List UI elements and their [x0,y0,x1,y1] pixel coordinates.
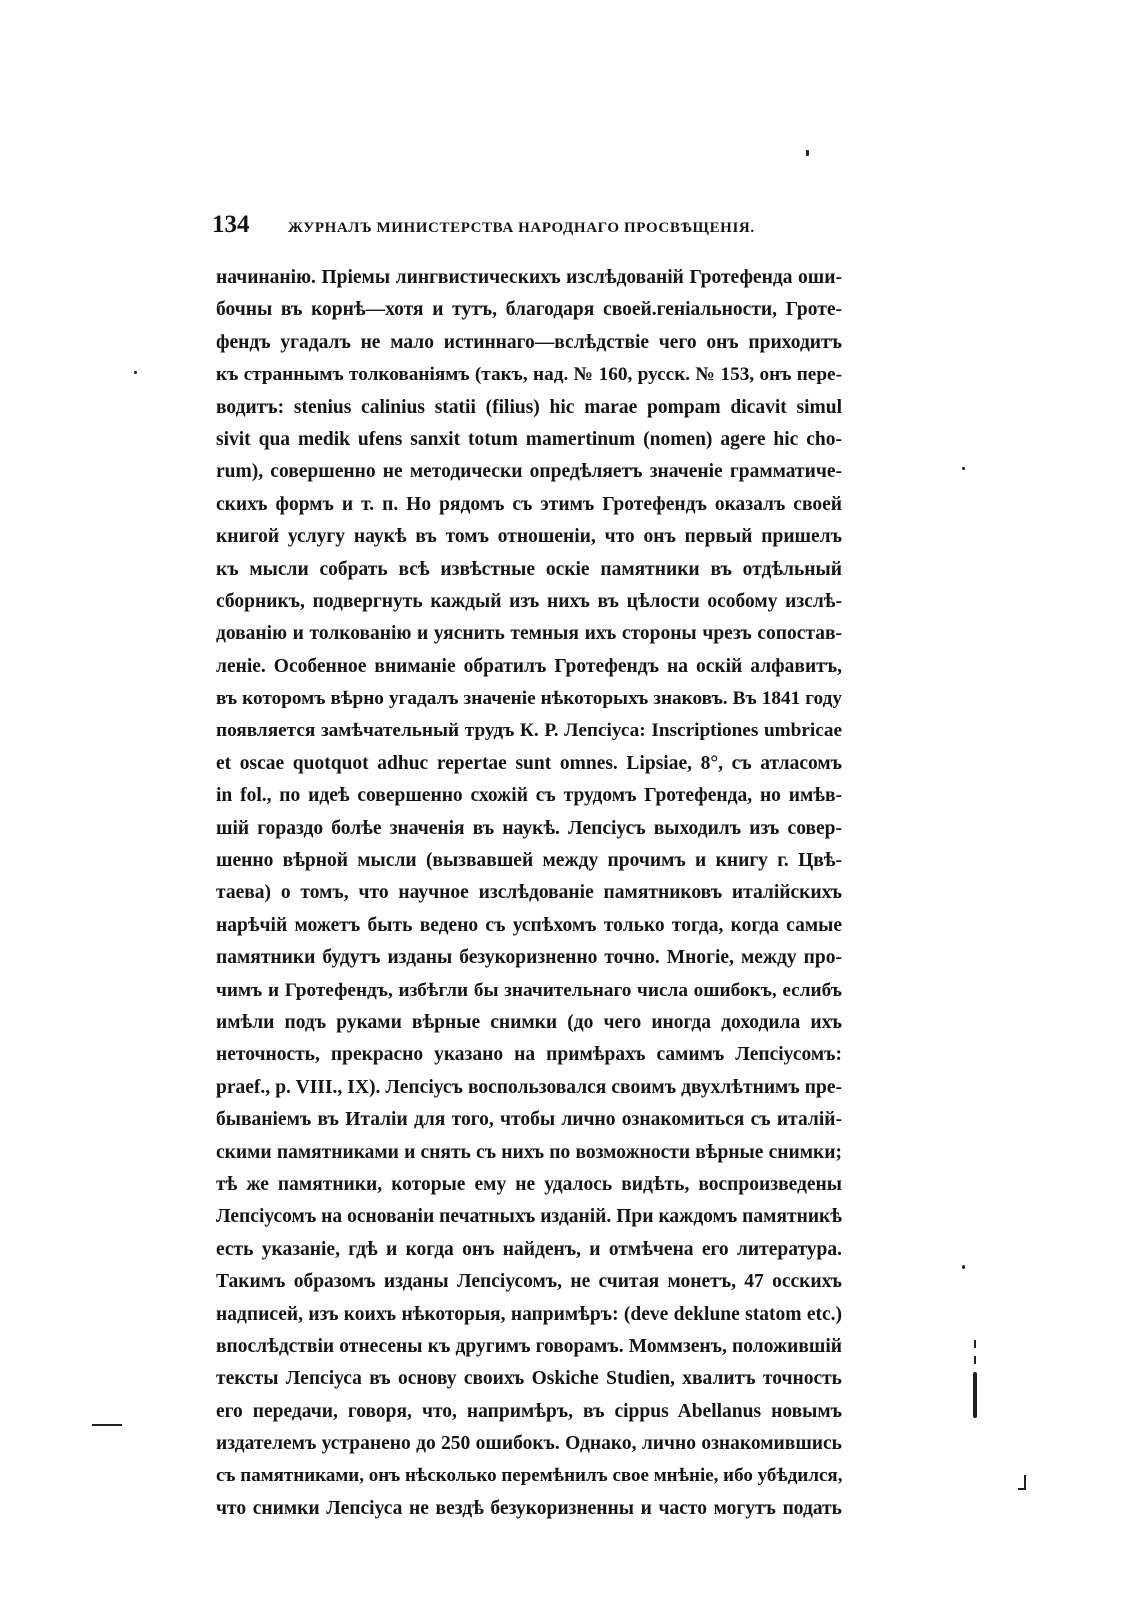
text-line: впослѣдствіи отнесены къ другимъ говорамъ. Моммзенъ, положившій [216,1335,842,1357]
text-line: скихъ формъ и т. п. Но рядомъ съ этимъ Гротефендъ оказалъ своей [216,493,842,515]
text-line: скими памятниками и снять съ нихъ по возможности вѣрные снимки; [216,1141,842,1163]
text-line: rum), совершенно не методически опредѣляетъ значеніе грамматиче- [216,461,842,483]
text-line: нарѣчій можетъ быть ведено съ успѣхомъ только тогда, когда самые [216,914,842,936]
scan-speck [962,467,965,470]
text-line: леніе. Особенное вниманіе обратилъ Гротефендъ на оскій алфавитъ, [216,655,842,677]
text-line: сборникъ, подвергнуть каждый изъ нихъ въ цѣлости особому изслѣ- [216,590,842,612]
text-line: памятники будутъ изданы безукоризненно точно. Многіе, между про- [216,947,842,969]
text-line: въ которомъ вѣрно угадалъ значеніе нѣкоторыхъ знаковъ. Въ 1841 году [216,688,842,710]
text-line: sivit qua medik ufens sanxit totum mamertinum (nomen) agere hic cho- [216,428,842,450]
text-line: его передачи, говоря, что, напримѣръ, въ cippus Abellanus новымъ [216,1400,842,1422]
text-line: тексты Лепсіуса въ основу своихъ Oskiche Studien, хвалитъ точность [216,1368,842,1390]
text-line: что снимки Лепсіуса не вездѣ безукоризненны и часто могутъ подать [216,1497,842,1519]
text-line: есть указаніе, гдѣ и когда онъ найденъ, и отмѣчена его литература. [216,1238,842,1260]
text-line: имѣли подъ руками вѣрные снимки (до чего иногда доходила ихъ [216,1011,842,1033]
text-line: бываніемъ въ Италіи для того, чтобы лично ознакомиться съ италій- [216,1109,842,1131]
text-line: дованію и толкованію и уяснить темныя ихъ стороны чрезъ сопостав- [216,623,842,645]
scan-speck [134,371,137,374]
text-line: praef., p. VIII., IX). Лепсіусъ воспользовался своимъ двухлѣтнимъ пре- [216,1076,842,1098]
text-line: Лепсіусомъ на основаніи печатныхъ изданій. При каждомъ памятникѣ [216,1206,842,1228]
text-line: тѣ же памятники, которые ему не удалось видѣть, воспроизведены [216,1173,842,1195]
margin-bar-mark [973,1372,977,1418]
text-line: шій гораздо болѣе значенія въ наукѣ. Лепсіусъ выходилъ изъ совер- [216,817,842,839]
text-line: надписей, изъ коихъ нѣкоторыя, напримѣръ: (deve deklune statom etc.) [216,1303,842,1325]
text-line: неточность, прекрасно указано на примѣрахъ самимъ Лепсіусомъ: [216,1044,842,1066]
text-line: начинанію. Пріемы лингвистическихъ изслѣдованій Гротефенда оши- [216,267,842,288]
running-header [212,208,840,248]
running-title: ЖУРНАЛЪ МИНИСТЕРСТВА НАРОДНАГО ПРОСВѢЩЕНІЯ. [288,220,755,236]
text-line: Такимъ образомъ изданы Лепсіусомъ, не считая монетъ, 47 осскихъ [216,1271,842,1293]
text-line: водитъ: stenius calinius statii (filius) hic marae pompam dicavit simul [216,396,842,418]
margin-rule-mark [92,1424,122,1426]
scan-speck [974,1340,976,1348]
text-line: шенно вѣрной мысли (вызвавшей между прочимъ и книгу г. Цвѣ- [216,850,842,872]
text-line: къ мысли собрать всѣ извѣстные оскіе памятники въ отдѣльный [216,558,842,580]
scan-speck [962,1265,965,1269]
text-line: et oscae quotquot adhuc repertae sunt omnes. Lipsiae, 8°, съ атласомъ [216,752,842,774]
scan-speck [806,150,809,156]
text-line: бочны въ корнѣ—хотя и тутъ, благодаря своей.геніальности, Гроте- [216,299,842,321]
corner-mark [1024,1475,1026,1489]
scan-speck [974,1356,976,1364]
text-line: книгой услугу наукѣ въ томъ отношеніи, что онъ первый пришелъ [216,526,842,548]
text-line: издателемъ устранено до 250 ошибокъ. Однако, лично ознакомившись [216,1433,842,1455]
text-line: фендъ угадалъ не мало истиннаго—вслѣдствіе чего онъ приходитъ [216,331,842,353]
text-line: съ памятниками, онъ нѣсколько перемѣнилъ свое мнѣніе, ибо убѣдился, [216,1465,842,1487]
page-number: 134 [212,211,250,238]
text-line: къ страннымъ толкованіямъ (такъ, над. № 160, русск. № 153, онъ пере- [216,364,842,386]
text-line: in fol., по идеѣ совершенно схожій съ трудомъ Гротефенда, но имѣв- [216,785,842,807]
text-line: таева) о томъ, что научное изслѣдованіе памятниковъ италійскихъ [216,882,842,904]
body-text [216,262,842,1525]
corner-mark [1018,1488,1026,1490]
text-line: чимъ и Гротефендъ, избѣгли бы значительнаго числа ошибокъ, еслибъ [216,979,842,1001]
text-line: появляется замѣчательный трудъ К. Р. Лепсіуса: Inscriptiones umbricae [216,720,842,742]
